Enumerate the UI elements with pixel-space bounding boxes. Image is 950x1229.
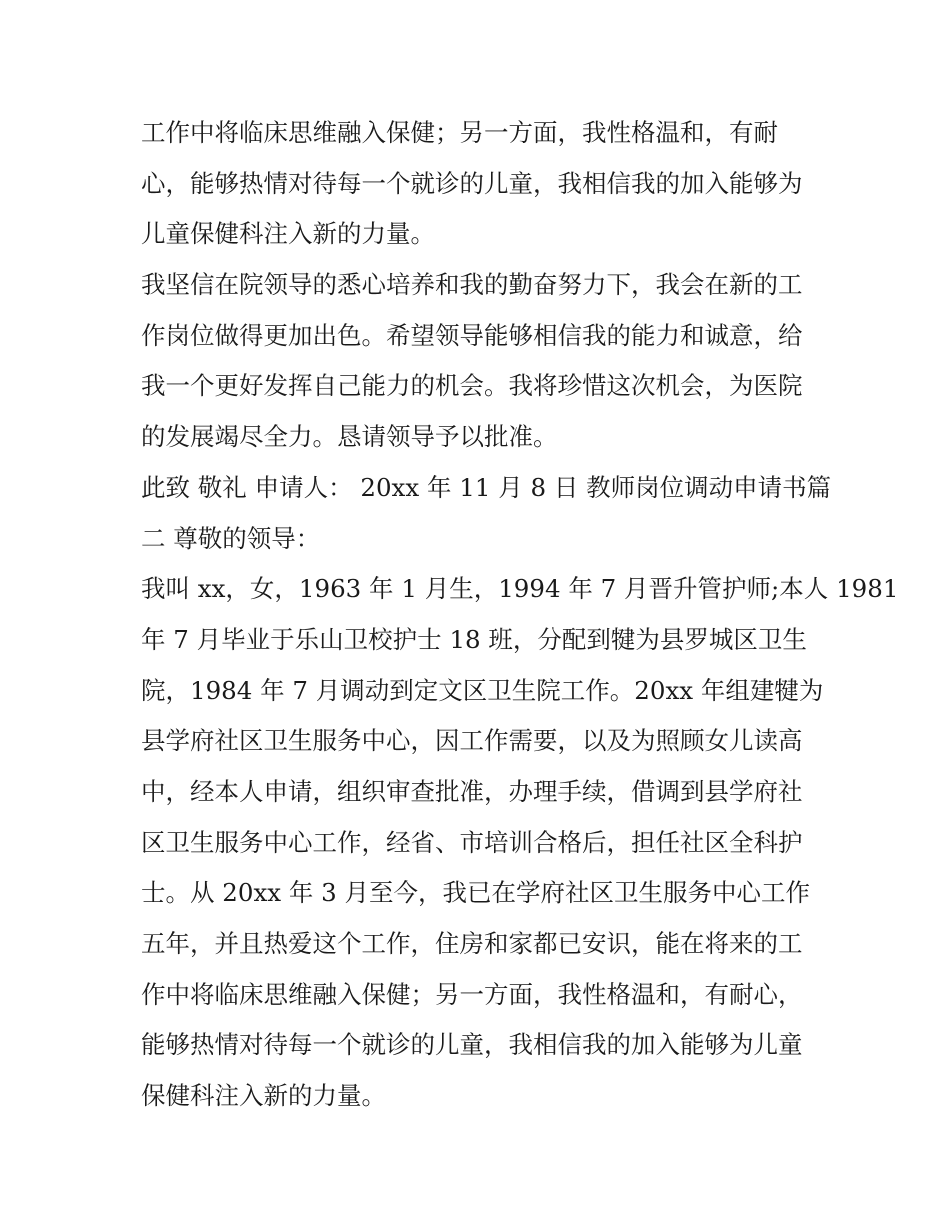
text-line: 能够热情对待每一个就诊的儿童，我相信我的加入能够为儿童 (141, 1030, 803, 1060)
text-line: 此致 敬礼 申请人： 20xx 年 11 月 8 日 教师岗位调动申请书篇 (141, 472, 832, 502)
text-line: 我一个更好发挥自己能力的机会。我将珍惜这次机会，为医院 (141, 371, 803, 401)
text-line: 我叫 xx，女，1963 年 1 月生，1994 年 7 月晋升管护师;本人 1981 (141, 574, 899, 604)
text-line: 儿童保健科注入新的力量。 (141, 219, 435, 249)
text-line: 区卫生服务中心工作，经省、市培训合格后，担任社区全科护 (141, 827, 803, 857)
text-line: 士。从 20xx 年 3 月至今，我已在学府社区卫生服务中心工作 (141, 878, 811, 908)
text-line: 的发展竭尽全力。恳请领导予以批准。 (141, 422, 558, 452)
text-line: 作岗位做得更加出色。希望领导能够相信我的能力和诚意，给 (141, 320, 803, 350)
text-line: 中，经本人申请，组织审查批准，办理手续，借调到县学府社 (141, 776, 803, 806)
text-line: 工作中将临床思维融入保健；另一方面，我性格温和，有耐 (141, 118, 778, 147)
text-line: 五年，并且热爱这个工作，住房和家都已安识，能在将来的工 (141, 929, 803, 958)
text-line: 二 尊敬的领导： (141, 523, 321, 553)
text-line: 年 7 月毕业于乐山卫校护士 18 班，分配到犍为县罗城区卫生 (141, 624, 807, 654)
text-line: 院，1984 年 7 月调动到定文区卫生院工作。20xx 年组建犍为 (141, 675, 824, 705)
body-text (141, 108, 899, 1122)
text-line: 保健科注入新的力量。 (141, 1081, 386, 1111)
text-line: 县学府社区卫生服务中心，因工作需要，以及为照顾女儿读高 (141, 726, 803, 756)
text-line: 我坚信在院领导的悉心培养和我的勤奋努力下，我会在新的工 (141, 270, 803, 300)
text-line: 作中将临床思维融入保健；另一方面，我性格温和，有耐心， (141, 979, 803, 1009)
text-line: 心，能够热情对待每一个就诊的儿童，我相信我的加入能够为 (141, 168, 803, 198)
